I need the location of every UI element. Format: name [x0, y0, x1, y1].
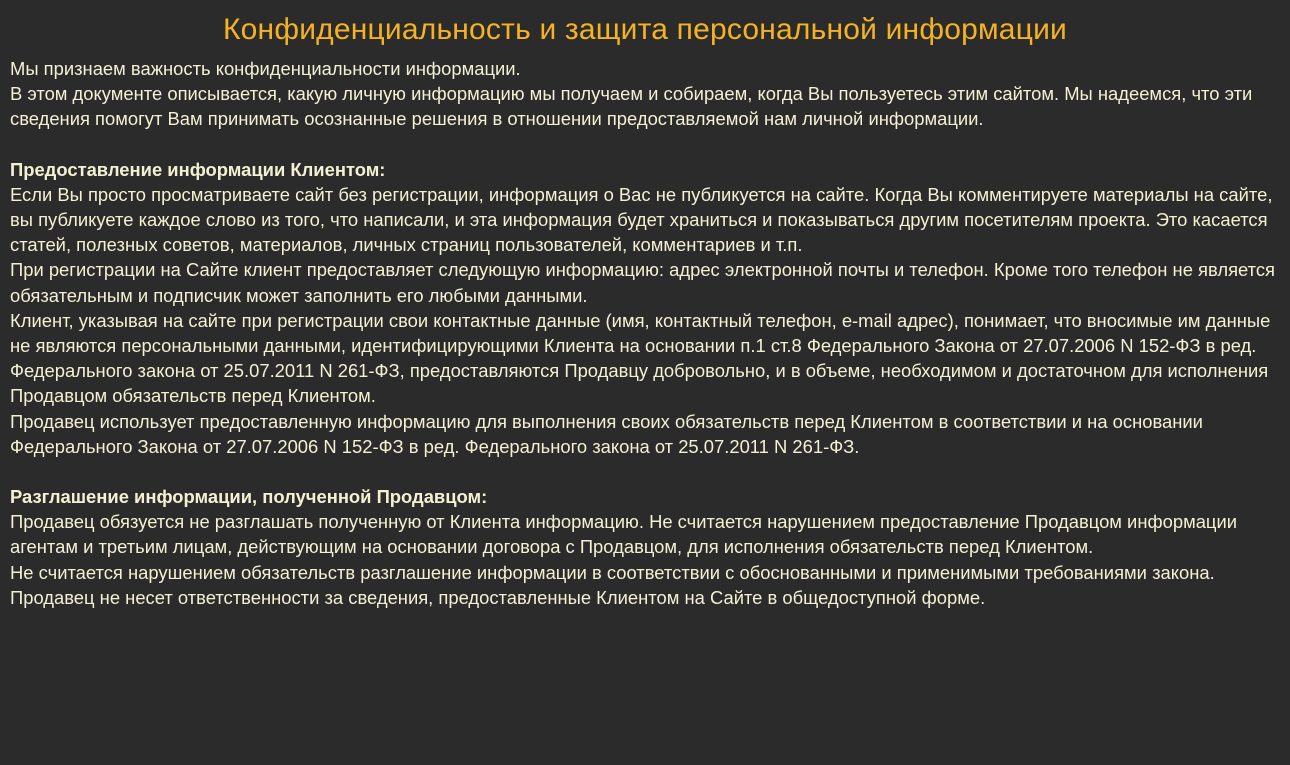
page-title: Конфиденциальность и защита персональной информации: [223, 13, 1067, 46]
section-disclosure: [10, 484, 1280, 610]
intro-paragraph-2: В этом документе описывается, какую личную информацию мы получаем и собираем, когда Вы пользуетесь этим сайтом. Мы надеемся, что эти сведения помогут Вам принимать осознанные решения в отношении предоставляемой нам личной информации.: [10, 83, 1253, 130]
section-paragraph: Продавец обязуется не разглашать полученную от Клиента информацию. Не считается нарушением предоставление Продавцом информации агентам и третьим лицам, действующим на основании договора с Продавцом, для исполнения обязательств перед Клиентом.: [10, 511, 1238, 558]
section-heading: Разглашение информации, полученной Продавцом:: [10, 486, 488, 508]
section-client-info: [10, 157, 1280, 459]
section-paragraph: Клиент, указывая на сайте при регистрации свои контактные данные (имя, контактный телефон, e-mail адрес), понимает, что вносимые им данные не являются персональными данными, идентифицирующими Клиента на основании п.1 ст.8 Федерального Закона от 27.07.2006 N 152-ФЗ в ред. Федерального закона от 25.07.2011 N 261-ФЗ, предоставляются Продавцу добровольно, и в объеме, необходимом и достаточном для исполнения Продавцом обязательств перед Клиентом.: [10, 309, 1271, 407]
section-paragraph: При регистрации на Сайте клиент предоставляет следующую информацию: адрес электронной почты и телефон. Кроме того телефон не является обязательным и подписчик может заполнить его любыми данными.: [10, 259, 1276, 306]
section-paragraph: Если Вы просто просматриваете сайт без регистрации, информация о Вас не публикуется на сайте. Когда Вы комментируете материалы на сайте, вы публикуете каждое слово из того, что написали, и эта информация будет храниться и показываться другим посетителям проекта. Это касается статей, полезных советов, материалов, личных страниц пользователей, комментариев и т.п.: [10, 183, 1273, 256]
intro-paragraph-1: Мы признаем важность конфиденциальности информации.: [10, 58, 521, 79]
section-paragraph: Не считается нарушением обязательств разглашение информации в соответствии с обоснованными и применимыми требованиями закона.: [10, 561, 1215, 583]
section-paragraph: Продавец использует предоставленную информацию для выполнения своих обязательств перед Клиентом в соответствии и на основании Федерального Закона от 27.07.2006 N 152-ФЗ в ред. Федерального закона от 25.07.2011 N 261-ФЗ.: [10, 410, 1203, 457]
section-heading: Предоставление информации Клиентом:: [10, 158, 386, 180]
section-paragraph: Продавец не несет ответственности за сведения, предоставленные Клиентом на Сайте в общедоступной форме.: [10, 586, 986, 608]
intro-section: [10, 56, 1280, 132]
